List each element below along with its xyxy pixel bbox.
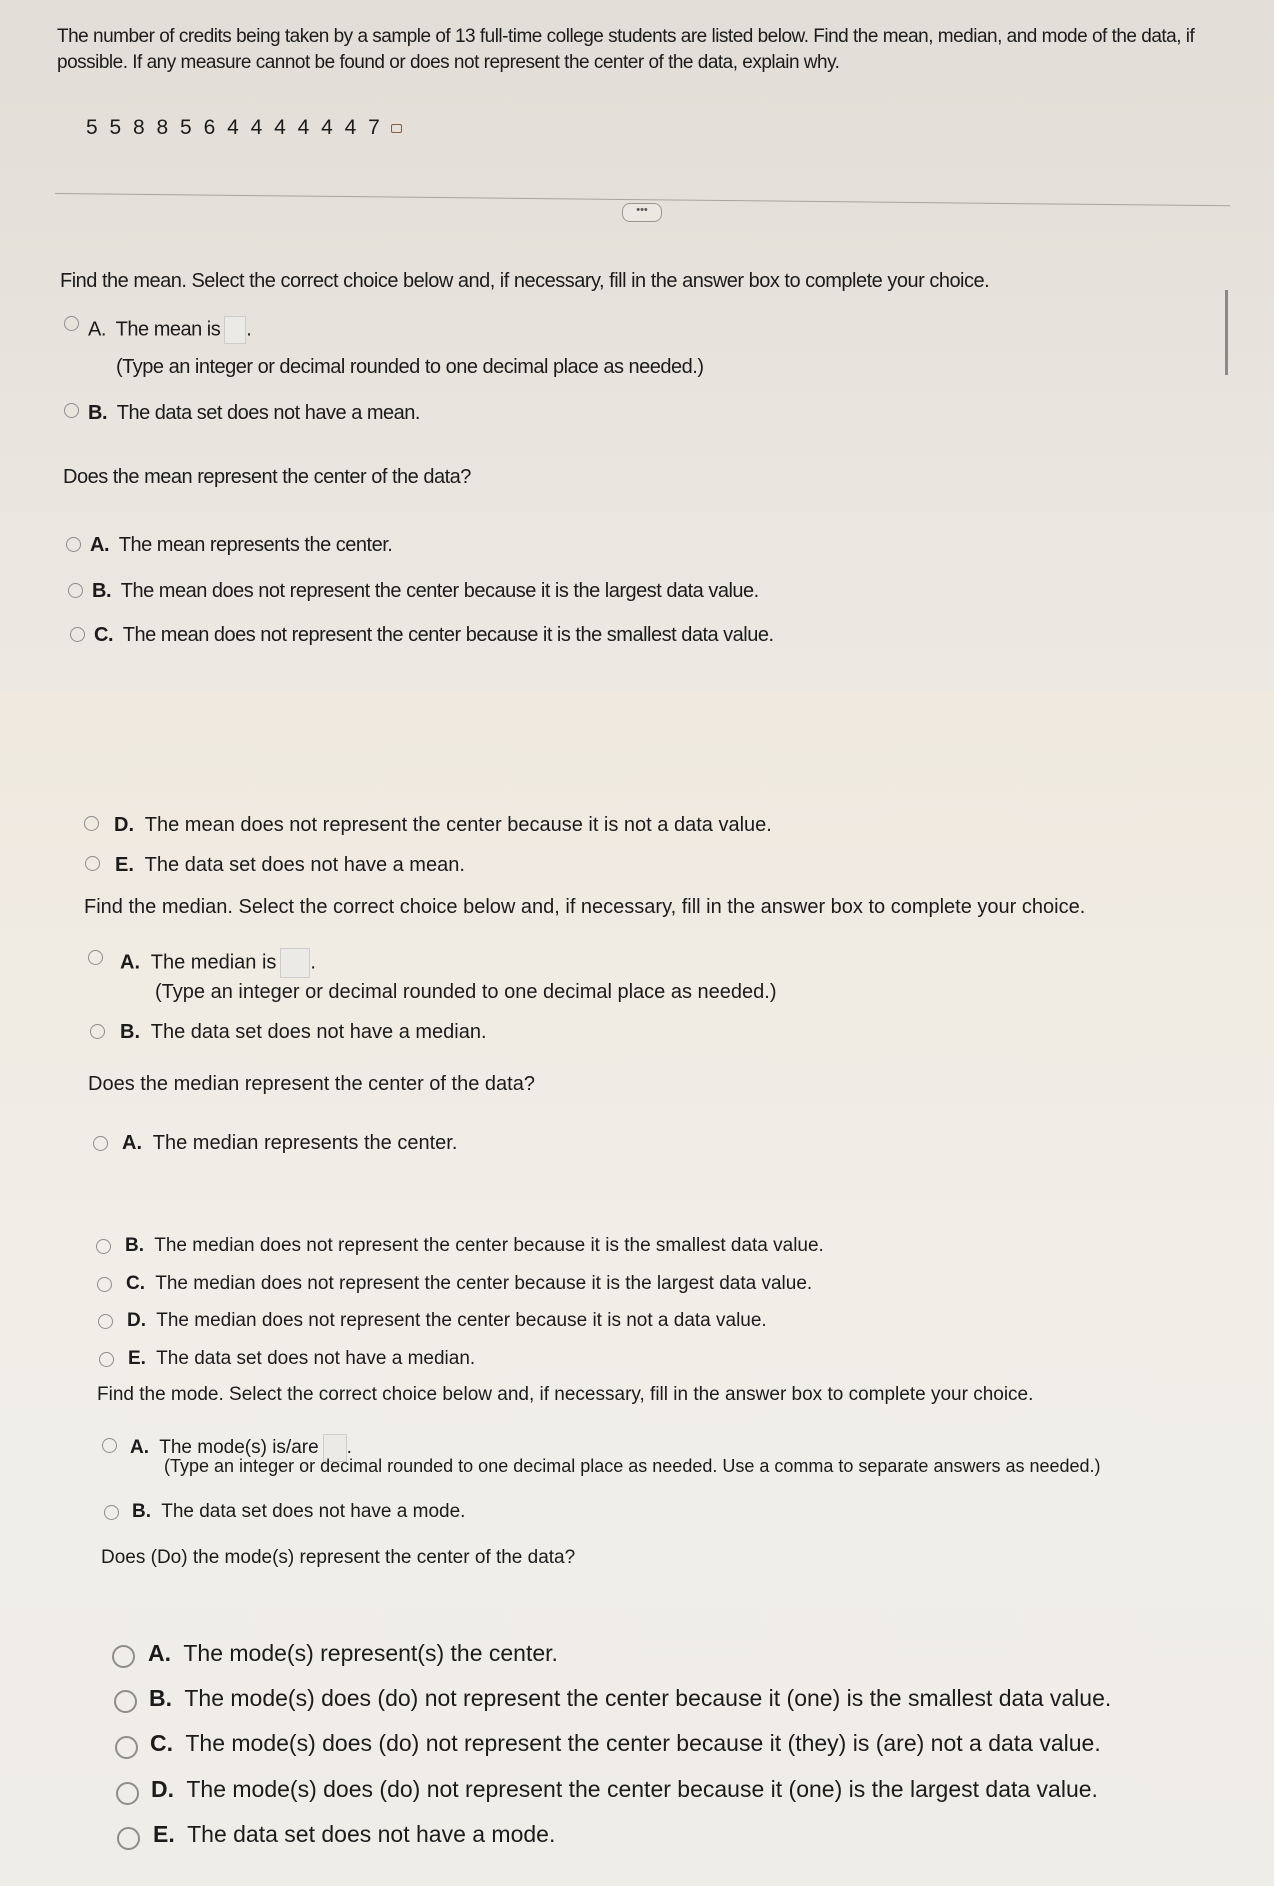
median-center-c-label: C. <box>126 1273 145 1294</box>
mode-center-b-text: The mode(s) does (do) not represent the center because it (one) is the smallest data value. <box>184 1685 1112 1711</box>
mode-option-a-note: (Type an integer or decimal rounded to one decimal place as needed. Use a comma to separate answers as needed.) <box>164 1456 1101 1476</box>
mean-center-a[interactable] <box>90 534 392 557</box>
scrollbar[interactable] <box>1225 290 1228 375</box>
median-center-c[interactable] <box>126 1273 812 1295</box>
median-center-e-text: The data set does not have a median. <box>156 1348 476 1369</box>
mean-option-a-text: The mean is <box>115 318 221 341</box>
mode-option-a[interactable]: A. The mode(s) is/are . <box>130 1434 352 1462</box>
median-option-b[interactable] <box>120 1021 487 1044</box>
mode-instruction: Find the mode. Select the correct choice below and, if necessary, fill in the answer box to complete your choice. <box>97 1384 1034 1405</box>
median-option-b-text: The data set does not have a median. <box>150 1021 487 1043</box>
mean-answer-box[interactable] <box>224 316 246 344</box>
mean-option-a-note: (Type an integer or decimal rounded to one decimal place as needed.) <box>116 356 704 378</box>
median-option-b-label: B. <box>120 1021 140 1043</box>
median-option-b-radio[interactable] <box>90 1024 105 1039</box>
mode-center-d-label: D. <box>151 1776 174 1802</box>
question-prompt: The number of credits being taken by a sample of 13 full-time college students are listed below. Find the mean, median, and mode of the data, if possible. If any measure cannot be found or does not represent the center of the data, explain why. <box>57 26 1195 73</box>
median-center-d-text: The median does not represent the center because it is not a data value. <box>156 1310 767 1331</box>
median-center-b-label: B. <box>125 1235 144 1256</box>
mode-center-a-radio[interactable] <box>112 1645 135 1668</box>
mode-center-b-radio[interactable] <box>114 1690 137 1713</box>
mode-center-b-label: B. <box>149 1685 172 1711</box>
median-center-d[interactable] <box>127 1310 767 1332</box>
mode-center-a[interactable] <box>148 1640 558 1667</box>
mode-option-b[interactable] <box>132 1501 465 1523</box>
median-center-c-text: The median does not represent the center because it is the largest data value. <box>155 1273 813 1294</box>
mean-option-a[interactable]: A. The mean is . <box>88 316 251 344</box>
mode-center-a-text: The mode(s) represent(s) the center. <box>183 1640 558 1666</box>
mode-option-b-text: The data set does not have a mode. <box>161 1501 466 1522</box>
median-center-a-radio[interactable] <box>93 1136 108 1151</box>
mean-center-e-text: The data set does not have a mean. <box>144 854 465 876</box>
more-button[interactable]: ••• <box>622 203 662 222</box>
mean-option-a-radio[interactable] <box>64 316 79 331</box>
median-center-c-radio[interactable] <box>97 1277 112 1292</box>
mode-center-e-radio[interactable] <box>117 1827 140 1850</box>
median-option-a[interactable]: A. The median is . <box>120 948 316 978</box>
median-center-d-radio[interactable] <box>98 1314 113 1329</box>
mean-center-a-radio[interactable] <box>66 537 81 552</box>
median-option-a-note: (Type an integer or decimal rounded to one decimal place as needed.) <box>155 981 777 1003</box>
median-instruction: Find the median. Select the correct choice below and, if necessary, fill in the answer box to complete your choice. <box>84 896 1086 918</box>
mode-center-d-radio[interactable] <box>116 1782 139 1805</box>
median-center-b[interactable] <box>125 1235 824 1257</box>
mean-center-c-radio[interactable] <box>70 627 85 642</box>
copy-data-icon[interactable] <box>391 124 402 133</box>
mean-center-c-text: The mean does not represent the center because it is the smallest data value. <box>122 624 774 646</box>
median-option-a-radio[interactable] <box>88 950 103 965</box>
mode-center-a-label: A. <box>148 1640 171 1666</box>
mean-center-b-label: B. <box>92 580 111 602</box>
mean-instruction: Find the mean. Select the correct choice below and, if necessary, fill in the answer box to complete your choice. <box>60 270 990 292</box>
median-center-b-text: The median does not represent the center because it is the smallest data value. <box>154 1235 824 1256</box>
mode-option-b-label: B. <box>132 1501 151 1522</box>
mean-center-c-label: C. <box>94 624 113 646</box>
mode-option-a-radio[interactable] <box>102 1438 117 1453</box>
mode-center-c-radio[interactable] <box>115 1736 138 1759</box>
mode-center-d[interactable] <box>151 1776 1098 1803</box>
mean-option-b-text: The data set does not have a mean. <box>116 402 420 424</box>
median-center-b-radio[interactable] <box>96 1239 111 1254</box>
median-center-e-radio[interactable] <box>99 1352 114 1367</box>
median-center-a[interactable] <box>122 1132 457 1155</box>
median-center-e[interactable] <box>128 1348 475 1370</box>
median-option-a-text: The median is <box>150 951 277 974</box>
mean-center-d-text: The mean does not represent the center because it is not a data value. <box>144 814 772 836</box>
mean-center-d[interactable] <box>114 814 772 837</box>
mode-option-a-label: A. <box>130 1437 149 1459</box>
median-center-d-label: D. <box>127 1310 146 1331</box>
median-center-a-text: The median represents the center. <box>152 1132 458 1154</box>
median-center-e-label: E. <box>128 1348 146 1369</box>
mean-center-d-label: D. <box>114 814 134 836</box>
mode-center-b[interactable] <box>149 1685 1111 1712</box>
mean-center-a-label: A. <box>90 534 109 556</box>
data-values-text: 5 5 8 8 5 6 4 4 4 4 4 4 7 <box>86 116 383 139</box>
mean-center-d-radio[interactable] <box>84 816 99 831</box>
mode-center-e-label: E. <box>153 1821 175 1847</box>
median-center-a-label: A. <box>122 1132 142 1154</box>
mean-center-b[interactable] <box>92 580 759 603</box>
mean-option-a-label: A. <box>88 318 106 341</box>
mean-center-e-radio[interactable] <box>85 856 100 871</box>
mean-center-c[interactable] <box>94 624 774 647</box>
mode-center-question: Does (Do) the mode(s) represent the center of the data? <box>101 1547 576 1568</box>
mode-center-c-text: The mode(s) does (do) not represent the center because it (they) is (are) not a data value. <box>185 1730 1101 1756</box>
mode-center-e-text: The data set does not have a mode. <box>187 1821 556 1847</box>
mean-center-a-text: The mean represents the center. <box>118 534 393 556</box>
mean-center-e[interactable] <box>115 854 465 877</box>
data-values <box>86 116 402 140</box>
median-option-a-label: A. <box>120 951 140 974</box>
mode-center-e[interactable] <box>153 1821 555 1848</box>
median-answer-box[interactable] <box>280 948 310 978</box>
mean-center-question: Does the mean represent the center of the data? <box>63 466 471 488</box>
mean-option-b-label: B. <box>88 402 107 424</box>
mean-center-b-text: The mean does not represent the center because it is the largest data value. <box>120 580 759 602</box>
mode-center-d-text: The mode(s) does (do) not represent the center because it (one) is the largest data value. <box>186 1776 1098 1802</box>
mean-center-e-label: E. <box>115 854 134 876</box>
mode-center-c-label: C. <box>150 1730 173 1756</box>
median-center-question: Does the median represent the center of the data? <box>88 1073 535 1095</box>
mean-option-b-radio[interactable] <box>64 403 79 418</box>
mean-option-b[interactable] <box>88 402 420 425</box>
mode-center-c[interactable] <box>150 1730 1101 1757</box>
mean-center-b-radio[interactable] <box>68 583 83 598</box>
mode-option-a-text: The mode(s) is/are <box>159 1437 319 1459</box>
mode-option-b-radio[interactable] <box>104 1505 119 1520</box>
